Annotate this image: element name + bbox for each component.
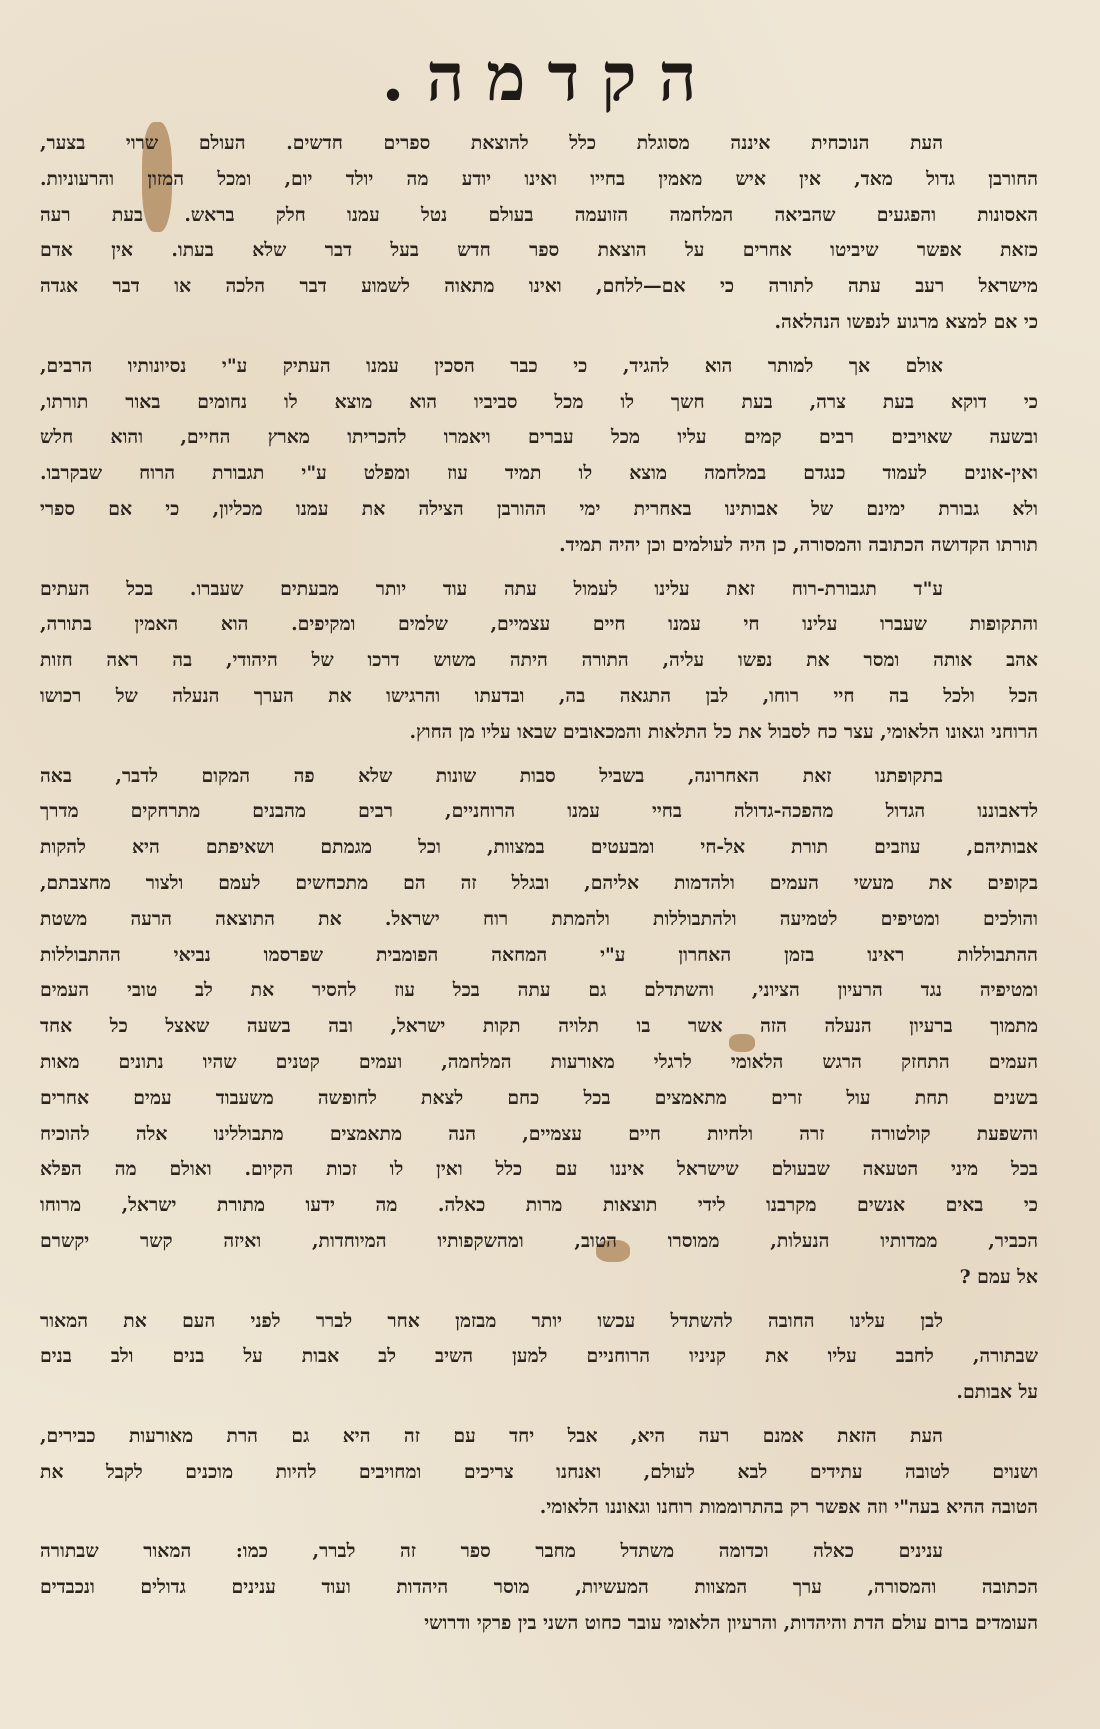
paragraph [40, 1419, 1038, 1526]
text-line: העת הנוכחית איננה מסוגלת כלל להוצאת ספרים חדשים. העולם שרוי בצער, [40, 132, 943, 154]
text-line: העת הזאת אמנם רעה היא, אבל יחד עם זה היא גם הרת מאורעות כבירים, [40, 1424, 943, 1447]
paragraph [40, 1534, 1038, 1641]
text-line: הרוחני וגאונו הלאומי, עצר כח לסבול את כל התלאות והמכאובים שבאו עליו מן החוץ. [409, 720, 1038, 743]
text-line: ומטיפיה נגד הרעיון הציוני, והשתדלם גם עתה בכל עוז להסיר את לב טובי העמים [40, 979, 1038, 1002]
text-line: כזאת אפשר שיביטו אחרים על הוצאת ספר חדש בעל דבר שלא בעתו. אין אדם [40, 239, 1038, 262]
text-line: בכל מיני הטעאה שבעולם שישראל איננו עם כלל ואין לו זכות הקיום. ואולם מה הפלא [40, 1158, 1038, 1181]
text-line: מתמוך ברעיון הנעלה הזה אשר בו תלויה תקות ישראל, ובה בשעה שאצל כל אחד [40, 1015, 1038, 1038]
text-line: העומדים ברום עולם הדת והיהדות, והרעיון הלאומי עובר כחוט השני בין פרקי ודרושי [424, 1611, 1038, 1634]
paragraph [40, 126, 1038, 341]
text-line: בתקופתנו זאת האחרונה, בשביל סבות שונות שלא פה המקום לדבר, באה [40, 764, 943, 787]
text-line: בשנים תחת עול זרים מתאמצים בכל כחם לצאת לחופשה משעבוד עמים אחרים [40, 1086, 1038, 1109]
text-line: הכתובה והמסורה, ערך המצוות המעשיות, מוסר היהדות ועוד ענינים גדולים ונכבדים [40, 1576, 1038, 1599]
text-line: והולכים ומטיפים לטמיעה ולהתבוללות ולהמתת רוח ישראל. את התוצאה הרעה משטת [40, 907, 1038, 930]
text-line: אהב אותה ומסר את נפשו עליה, התורה היתה משוש דרכו של היהודי, בה ראה חזות [40, 649, 1038, 672]
paragraph [40, 759, 1038, 1296]
text-line: כי דוקא בעת צרה, בעת חשך לו מכל סביביו הוא מוצא לו נחומים באור תורתו, [40, 390, 1038, 413]
text-line: והתקופות שעברו עלינו חי עמנו חיים עצמיים, שלמים ומקיפים. הוא האמין בתורה, [40, 613, 1038, 636]
text-line: האסונות והפגעים שהביאה המלחמה הזועמה בעולם נטל עמנו חלק בראש. בעת רעה [40, 203, 1038, 226]
text-line: אולם אך למותר הוא להגיד, כי כבר הסכין עמנו העתיק ע"י נסיונותיו הרבים, [40, 354, 943, 377]
text-line: אל עמם ? [959, 1265, 1038, 1288]
text-line: העמים התחזק הרגש הלאומי לרגלי מאורעות המלחמה, ועמים קטנים שהיו נתונים מאות [40, 1050, 1038, 1073]
text-line: ולא גבורת ימינם של אבותינו באחרית ימי ההורבן הצילה את עמנו מכליון, כי אם ספרי [40, 497, 1038, 520]
text-line: והשפעת קולטורה זרה ולחיות חיים עצמיים, הנה מתאמצים מתבוללינו אלה להוכיח [40, 1122, 1038, 1145]
page-title: הקדמה. [381, 38, 719, 116]
text-line: ענינים כאלה וכדומה משתדל מחבר ספר זה לברר, כמו: המאור שבתורה [40, 1540, 943, 1563]
text-line: ההתבוללות ראינו בזמן האחרון ע"י המחאה הפומבית שפרסמו נביאי ההתבוללות [40, 943, 1038, 966]
text-line: הכל ולכל בה חיי רוחו, לבן התגאה בה, ובדעתו והרגישו את הערך הנעלה של רכושו [40, 684, 1038, 707]
paragraph [40, 1304, 1038, 1411]
text-line: כי באים אנשים מקרבנו לידי תוצאות מרות כאלה. מה ידעו מתורת ישראל, מרוחו [40, 1194, 1038, 1217]
text-line: ע"ד תגבורת-רוח זאת עלינו לעמול עתה עוד יותר מבעתים שעברו. בכל העתים [40, 577, 943, 600]
text-line: ובשעה שאויבים רבים קמים עליו מכל עברים ויאמרו להכריתו מארץ החיים, והוא חלש [40, 426, 1038, 449]
text-line: לדאבוננו הגדול מהפכה-גדולה בחיי עמנו הרוחניים, רבים מהבנים מתרחקים מדרך [40, 800, 1038, 823]
body-text [40, 126, 1038, 1642]
text-line: תורתו הקדושה הכתובה והמסורה, כן היה לעולמים וכן יהיה תמיד. [559, 533, 1038, 556]
text-line: אבותיהם, עוזבים תורת אל-חי ומבעטים במצוות, וכל מגמתם ושאיפתם היא להקות [40, 836, 1038, 859]
text-line: הכביר, ממדותיו הנעלות, ממוסרו הטוב, ומהשקפותיו המיוחדות, ואיזה קשר יקשרם [40, 1229, 1038, 1252]
text-line: הטובה ההיא בעה"י וזה אפשר רק בהתרוממות רוחנו וגאוננו הלאומי. [539, 1496, 1038, 1519]
text-line: בקופים את מעשי העמים ולהדמות אליהם, ובגלל זה הם מתכחשים לעמם ולצור מחצבתם, [40, 871, 1038, 894]
text-line: לבן עלינו החובה להשתדל עכשו יותר מבזמן אחר לברר לפני העם את המאור [40, 1309, 943, 1332]
paragraph [40, 572, 1038, 751]
paragraph [40, 349, 1038, 564]
text-line: מישראל רעב עתה לתורה כי אם—ללחם, ואינו מתאוה לשמוע דבר הלכה או דבר אגדה [40, 275, 1038, 298]
text-line: שבתורה, לחבב עליו את קניניו הרוחניים למען השיב לב אבות על בנים ולב בנים [40, 1345, 1038, 1368]
text-line: ואין-אונים לעמוד כנגדם במלחמה מוצא לו תמיד עוז ומפלט ע"י תגבורת הרוח שבקרבו. [40, 462, 1038, 485]
text-line: החורבן גדול מאד, אין איש מאמין בחייו ואינו יודע מה יולד יום, ומכל המזון והרעוניות. [40, 167, 1038, 190]
text-line: כי אם למצא מרגוע לנפשו הנהלאה. [774, 310, 1038, 333]
text-line: ושנוים לטובה עתידים לבא לעולם, ואנחנו צריכים ומחויבים להיות מוכנים לקבל את [40, 1460, 1038, 1483]
text-line: על אבותם. [956, 1381, 1038, 1404]
